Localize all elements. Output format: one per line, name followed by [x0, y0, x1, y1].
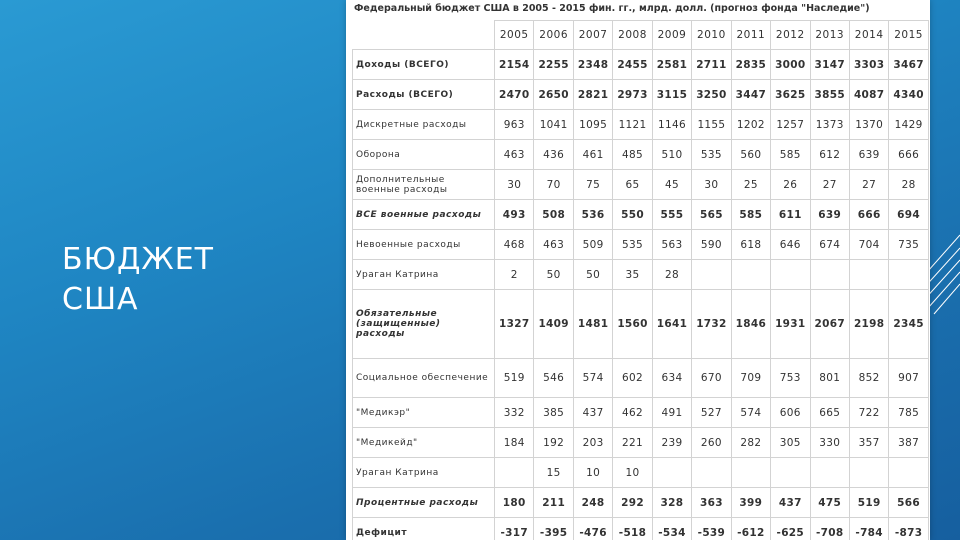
table-row — [353, 458, 929, 488]
value-cell: 2154 — [495, 50, 534, 80]
value-cell: 30 — [692, 170, 731, 200]
table-row — [353, 428, 929, 458]
value-cell: 1095 — [573, 110, 612, 140]
value-cell: -476 — [573, 518, 612, 540]
row-label: Процентные расходы — [353, 488, 495, 518]
year-header: 2012 — [771, 21, 810, 50]
value-cell: 1732 — [692, 290, 731, 359]
row-label: Ураган Катрина — [353, 458, 495, 488]
value-cell: 546 — [534, 359, 573, 398]
value-cell: 509 — [573, 230, 612, 260]
value-cell: -873 — [889, 518, 928, 540]
value-cell: 566 — [889, 488, 928, 518]
value-cell: 611 — [771, 200, 810, 230]
value-cell: 30 — [495, 170, 534, 200]
value-cell: 1370 — [849, 110, 888, 140]
year-header: 2006 — [534, 21, 573, 50]
value-cell — [731, 458, 770, 488]
value-cell: 260 — [692, 428, 731, 458]
value-cell: 15 — [534, 458, 573, 488]
value-cell: 674 — [810, 230, 849, 260]
value-cell: 1409 — [534, 290, 573, 359]
value-cell: 2821 — [573, 80, 612, 110]
value-cell — [810, 260, 849, 290]
value-cell: 2067 — [810, 290, 849, 359]
value-cell: 387 — [889, 428, 928, 458]
value-cell: 3147 — [810, 50, 849, 80]
value-cell: 28 — [889, 170, 928, 200]
value-cell: 3000 — [771, 50, 810, 80]
value-cell — [652, 458, 691, 488]
value-cell: 852 — [849, 359, 888, 398]
value-cell: 704 — [849, 230, 888, 260]
value-cell: 463 — [495, 140, 534, 170]
value-cell: 510 — [652, 140, 691, 170]
value-cell: 1481 — [573, 290, 612, 359]
value-cell: 1155 — [692, 110, 731, 140]
value-cell: 709 — [731, 359, 770, 398]
value-cell — [810, 458, 849, 488]
value-cell: 2455 — [613, 50, 652, 80]
table-row — [353, 518, 929, 540]
value-cell — [771, 458, 810, 488]
value-cell: 606 — [771, 398, 810, 428]
value-cell: 437 — [573, 398, 612, 428]
value-cell: 4087 — [849, 80, 888, 110]
year-header: 2011 — [731, 21, 770, 50]
value-cell: 28 — [652, 260, 691, 290]
value-cell: 292 — [613, 488, 652, 518]
value-cell: 45 — [652, 170, 691, 200]
value-cell: 357 — [849, 428, 888, 458]
value-cell: 385 — [534, 398, 573, 428]
row-label: Доходы (ВСЕГО) — [353, 50, 495, 80]
value-cell: 722 — [849, 398, 888, 428]
value-cell: 1257 — [771, 110, 810, 140]
value-cell: 10 — [573, 458, 612, 488]
value-cell: 462 — [613, 398, 652, 428]
value-cell: 612 — [810, 140, 849, 170]
year-header: 2010 — [692, 21, 731, 50]
value-cell: 248 — [573, 488, 612, 518]
value-cell: 437 — [771, 488, 810, 518]
table-row — [353, 398, 929, 428]
value-cell: 665 — [810, 398, 849, 428]
value-cell: 527 — [692, 398, 731, 428]
value-cell: 35 — [613, 260, 652, 290]
value-cell: 639 — [810, 200, 849, 230]
row-label: Расходы (ВСЕГО) — [353, 80, 495, 110]
value-cell: 468 — [495, 230, 534, 260]
value-cell: 1641 — [652, 290, 691, 359]
row-label: Обязательные (защищенные) расходы — [353, 290, 495, 359]
value-cell: 1560 — [613, 290, 652, 359]
value-cell: 639 — [849, 140, 888, 170]
value-cell: 585 — [771, 140, 810, 170]
table-caption: Федеральный бюджет США в 2005 - 2015 фин. гг., млрд. долл. (прогноз фонда "Наследие") — [354, 3, 870, 14]
value-cell: 491 — [652, 398, 691, 428]
value-cell: 574 — [573, 359, 612, 398]
value-cell — [495, 458, 534, 488]
budget-table — [352, 20, 929, 540]
value-cell: 305 — [771, 428, 810, 458]
value-cell: 565 — [692, 200, 731, 230]
value-cell: 2835 — [731, 50, 770, 80]
row-label: Социальное обеспечение — [353, 359, 495, 398]
row-label: Дефицит — [353, 518, 495, 540]
value-cell: 590 — [692, 230, 731, 260]
year-header: 2013 — [810, 21, 849, 50]
value-cell: 535 — [692, 140, 731, 170]
value-cell: 1373 — [810, 110, 849, 140]
value-cell: 585 — [731, 200, 770, 230]
value-cell: 670 — [692, 359, 731, 398]
value-cell: 3115 — [652, 80, 691, 110]
value-cell: -625 — [771, 518, 810, 540]
value-cell — [849, 260, 888, 290]
value-cell: 27 — [849, 170, 888, 200]
table-row — [353, 170, 929, 200]
value-cell: -784 — [849, 518, 888, 540]
value-cell: 550 — [613, 200, 652, 230]
value-cell: 563 — [652, 230, 691, 260]
value-cell: 801 — [810, 359, 849, 398]
value-cell: 50 — [573, 260, 612, 290]
value-cell: 75 — [573, 170, 612, 200]
value-cell: 180 — [495, 488, 534, 518]
value-cell: 211 — [534, 488, 573, 518]
value-cell: 4340 — [889, 80, 928, 110]
value-cell — [692, 260, 731, 290]
value-cell: 239 — [652, 428, 691, 458]
value-cell: -317 — [495, 518, 534, 540]
table-row — [353, 110, 929, 140]
value-cell: 735 — [889, 230, 928, 260]
value-cell: 3467 — [889, 50, 928, 80]
table-row — [353, 50, 929, 80]
row-label: ВСЕ военные расходы — [353, 200, 495, 230]
value-cell: 785 — [889, 398, 928, 428]
table-row — [353, 359, 929, 398]
value-cell: 1327 — [495, 290, 534, 359]
value-cell: 475 — [810, 488, 849, 518]
value-cell: 3250 — [692, 80, 731, 110]
value-cell: 2255 — [534, 50, 573, 80]
value-cell: 963 — [495, 110, 534, 140]
row-label: Невоенные расходы — [353, 230, 495, 260]
value-cell: 463 — [534, 230, 573, 260]
slide-title — [62, 240, 262, 320]
value-cell: 50 — [534, 260, 573, 290]
table-row — [353, 140, 929, 170]
value-cell: 221 — [613, 428, 652, 458]
value-cell: 363 — [692, 488, 731, 518]
value-cell: 436 — [534, 140, 573, 170]
row-label: Оборона — [353, 140, 495, 170]
value-cell: 3447 — [731, 80, 770, 110]
table-row — [353, 488, 929, 518]
value-cell: 1931 — [771, 290, 810, 359]
year-header: 2005 — [495, 21, 534, 50]
value-cell: -612 — [731, 518, 770, 540]
value-cell: 646 — [771, 230, 810, 260]
table-row — [353, 290, 929, 359]
value-cell: 1121 — [613, 110, 652, 140]
row-label: Ураган Катрина — [353, 260, 495, 290]
value-cell: 70 — [534, 170, 573, 200]
value-cell: 25 — [731, 170, 770, 200]
value-cell: 2711 — [692, 50, 731, 80]
budget-table-panel — [346, 0, 930, 540]
value-cell: 192 — [534, 428, 573, 458]
value-cell: 332 — [495, 398, 534, 428]
value-cell — [889, 260, 928, 290]
value-cell — [692, 458, 731, 488]
value-cell: 184 — [495, 428, 534, 458]
row-label: Дополнительные военные расходы — [353, 170, 495, 200]
value-cell — [771, 260, 810, 290]
value-cell: 2345 — [889, 290, 928, 359]
year-header: 2008 — [613, 21, 652, 50]
table-row — [353, 230, 929, 260]
value-cell: 1146 — [652, 110, 691, 140]
value-cell: 2470 — [495, 80, 534, 110]
value-cell: 2348 — [573, 50, 612, 80]
value-cell: 536 — [573, 200, 612, 230]
value-cell: 461 — [573, 140, 612, 170]
value-cell: 666 — [889, 140, 928, 170]
value-cell: 753 — [771, 359, 810, 398]
value-cell — [849, 458, 888, 488]
value-cell: 519 — [849, 488, 888, 518]
value-cell: 2198 — [849, 290, 888, 359]
value-cell: 2 — [495, 260, 534, 290]
value-cell: 10 — [613, 458, 652, 488]
value-cell: 1429 — [889, 110, 928, 140]
value-cell: 399 — [731, 488, 770, 518]
value-cell: 3855 — [810, 80, 849, 110]
value-cell: 2973 — [613, 80, 652, 110]
value-cell: 3303 — [849, 50, 888, 80]
year-header: 2007 — [573, 21, 612, 50]
value-cell: 519 — [495, 359, 534, 398]
value-cell: 282 — [731, 428, 770, 458]
value-cell: 65 — [613, 170, 652, 200]
value-cell: 1041 — [534, 110, 573, 140]
row-label: "Медикэр" — [353, 398, 495, 428]
slide-title-line2: США — [62, 282, 139, 317]
table-header-row — [353, 21, 929, 50]
value-cell: 560 — [731, 140, 770, 170]
value-cell: -518 — [613, 518, 652, 540]
value-cell — [731, 260, 770, 290]
value-cell: 485 — [613, 140, 652, 170]
value-cell: -395 — [534, 518, 573, 540]
value-cell: 618 — [731, 230, 770, 260]
value-cell: 555 — [652, 200, 691, 230]
value-cell: -539 — [692, 518, 731, 540]
value-cell: -708 — [810, 518, 849, 540]
value-cell: 1846 — [731, 290, 770, 359]
value-cell: 2650 — [534, 80, 573, 110]
header-empty-cell — [353, 21, 495, 50]
row-label: "Медикейд" — [353, 428, 495, 458]
value-cell: 694 — [889, 200, 928, 230]
value-cell: 3625 — [771, 80, 810, 110]
value-cell: 508 — [534, 200, 573, 230]
value-cell: 535 — [613, 230, 652, 260]
value-cell — [889, 458, 928, 488]
value-cell: 328 — [652, 488, 691, 518]
year-header: 2015 — [889, 21, 928, 50]
value-cell: 907 — [889, 359, 928, 398]
row-label: Дискретные расходы — [353, 110, 495, 140]
year-header: 2014 — [849, 21, 888, 50]
value-cell: 666 — [849, 200, 888, 230]
value-cell: 602 — [613, 359, 652, 398]
value-cell: 330 — [810, 428, 849, 458]
value-cell: 2581 — [652, 50, 691, 80]
value-cell: 203 — [573, 428, 612, 458]
value-cell: 27 — [810, 170, 849, 200]
value-cell: -534 — [652, 518, 691, 540]
slide-title-line1: БЮДЖЕТ — [62, 242, 215, 277]
year-header: 2009 — [652, 21, 691, 50]
table-row — [353, 200, 929, 230]
value-cell: 634 — [652, 359, 691, 398]
value-cell: 493 — [495, 200, 534, 230]
value-cell: 1202 — [731, 110, 770, 140]
table-row — [353, 80, 929, 110]
table-row — [353, 260, 929, 290]
value-cell: 574 — [731, 398, 770, 428]
value-cell: 26 — [771, 170, 810, 200]
